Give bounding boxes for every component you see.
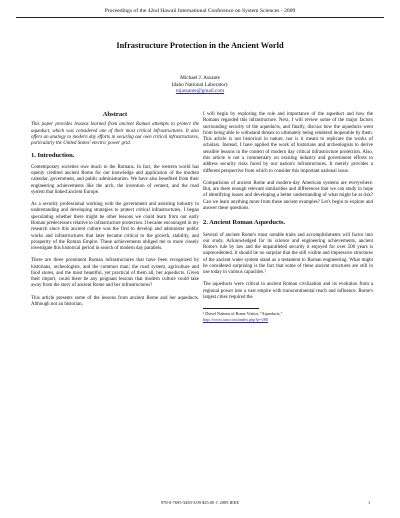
paper-title: Infrastructure Protection in the Ancient World <box>116 41 284 50</box>
page-number: 1 <box>368 500 371 505</box>
author-email-link[interactable]: mjassante@gmail.com <box>175 88 225 95</box>
footnote-link[interactable]: http://www.aaw.com/index.php?p=280 <box>203 316 268 322</box>
author-affiliation: Idaho National Laboratory <box>171 81 229 88</box>
right-column <box>203 112 373 322</box>
author-name: Michael J. Assante <box>180 75 220 81</box>
section-2-paragraph: Several of ancient Rome's most notable traits and accomplishments will factor into our study. Acknowledged for its science and engineering achievements, ancient Rome's rule by law and the unparalleled security it enjoyed for over 500 years is unprecedented. It should be no surprise that the still visible and impressive structures of the ancient water system stand as a testament to Roman engineering. What might be considered surprising is the fact that some of these ancient structures are still in use today in various capacities.¹ <box>203 232 373 276</box>
left-column <box>31 112 199 314</box>
body-paragraph: Comparisons of ancient Rome and modern-day American systems are everywhere. But, are there enough relevant similarities and differences that we can study in hope of identifying issues and developing a better understanding of what might be at risk? Can we learn anything more from these ancient examples? Let's begin to explore and answer these questions. <box>203 180 373 211</box>
header-rule <box>16 17 384 18</box>
copyright-footer: 978-0-7695-3450-3/09 $25.00 © 2009 IEEE <box>160 500 240 505</box>
footnote-text: ¹ Diesel Nations of Rome Visitor, "Aqueducts," <box>203 311 283 317</box>
footnote <box>203 311 373 321</box>
intro-paragraph: This article presents some of the lessons from ancient Rome and her aqueducts. Although not an historian, <box>31 295 199 308</box>
conference-header: Proceedings of the 42nd Hawaii International Conference on System Sciences - 2009 <box>104 8 296 14</box>
body-paragraph: I will begin by exploring the role and importance of the aqueduct and how the Romans regarded this infrastructure. Next, I will review some of the major factors surrounding security of the aqueducts, and finally, discuss how the aqueducts went from being able to withstand threats to ultimately being rendered inoperable by them. This article is not historical in nature, nor is it meant to replicate the works of scholars. Instead, I have applied the work of historians and archeologists to derive sensible lessons in the context of modern day critical infrastructure protection. Also, this article is not a commentary on existing industry and government efforts to address security risks faced by our nation's infrastructures. It merely provides a different perspective from which to consider this important national issue. <box>203 112 373 174</box>
section-2-paragraph: The aqueducts were critical to ancient Roman civilization and its evolution from a regional power into a vast empire with transcontinental reach and influence. Rome's largest cities required the <box>203 282 373 301</box>
intro-paragraph: There are three prominent Roman infrastructures that have been recognized by historians, archeologists, and the common man; the road system, agriculture and food stores, and the most beautiful, yet practical of them all, her aqueducts. Given their import, could there be any poignant lessons that modern culture could take away from the story of ancient Rome and her infrastructures? <box>31 258 199 289</box>
footnote-rule <box>203 308 259 309</box>
section-1-heading: 1. Introduction. <box>31 152 75 160</box>
intro-paragraph: As a security professional working with the government and assisting industry in understanding and developing strategies to protect critical infrastructures, I began speculating whether there might be other lessons we could learn from our early Roman predecessors relative to infrastructure protection. I became encouraged in my research since this ancient culture was the first to develop and administer public works and infrastructures that later became critical to the growth, stability, and prosperity of the Roman Empire. These achievements obliged me to more closely investigate this historical period in search of modern day parallels. <box>31 202 199 252</box>
section-2-heading: 2. Ancient Roman Aqueducts. <box>203 219 286 227</box>
author-block <box>0 75 400 95</box>
intro-paragraph: Contemporary societies owe much to the Romans. In fact, the western world has openly credited ancient Rome for our knowledge and application of the modern calendar, government, and public administration. We have also benefited from their engineering achievements like the arch, the invention of cement, and the road system that linked ancient Europe. <box>31 164 199 195</box>
abstract-text: This paper provides lessons learned from ancient Roman attempts to protect the aqueduct, which was considered one of their most critical infrastructures. It also offers an analogy to modern day efforts in securing our own critical infrastructures, particularly the United States' electric power grid. <box>31 122 199 147</box>
abstract-heading: Abstract <box>102 111 128 118</box>
